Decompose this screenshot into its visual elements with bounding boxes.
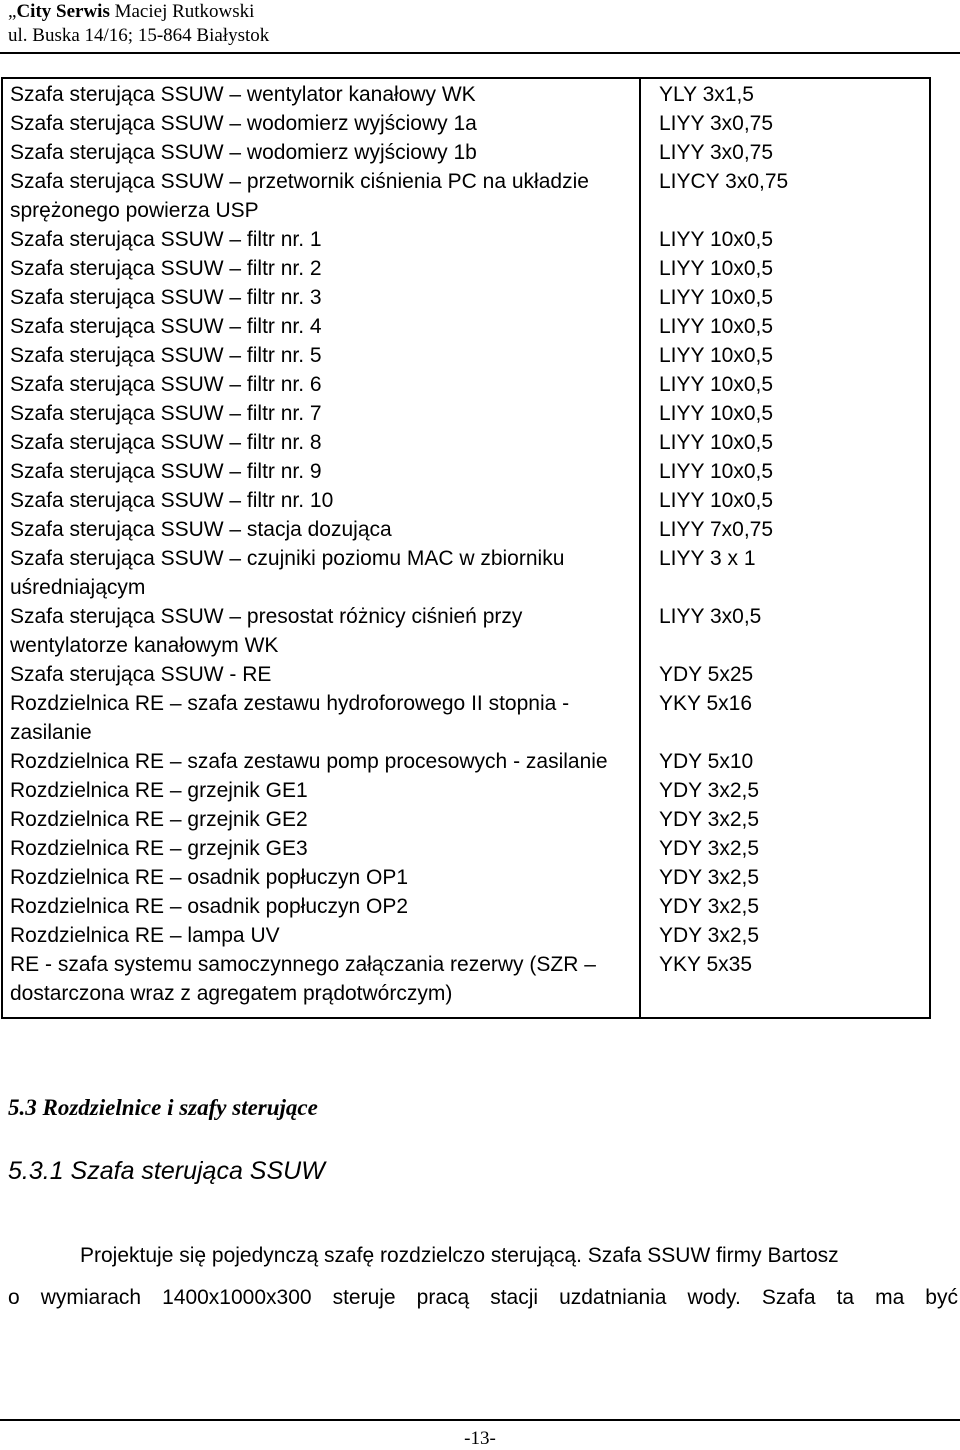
cable-type: LIYY 3x0,5 [659, 605, 762, 628]
cable-type: LIYY 3x0,75 [659, 141, 774, 164]
table-row [2, 747, 930, 776]
connection-description: Szafa sterująca SSUW – filtr nr. 5 [2, 341, 640, 370]
cable-type: YDY 3x2,5 [659, 924, 760, 947]
company-name: City Serwis [16, 1, 110, 22]
page-number: -13- [464, 1428, 496, 1449]
cable-type: YDY 5x25 [659, 663, 754, 686]
company-line [8, 0, 269, 24]
table-row [2, 370, 930, 399]
cable-type: LIYY 10x0,5 [659, 373, 774, 396]
cable-type: YLY 3x1,5 [659, 83, 754, 106]
cable-type: LIYY 7x0,75 [659, 518, 774, 541]
table-row [2, 486, 930, 515]
page-header [8, 0, 269, 48]
table-row [2, 283, 930, 312]
cable-type: YDY 3x2,5 [659, 837, 760, 860]
connection-description: Rozdzielnica RE – grzejnik GE1 [2, 776, 640, 805]
table-row [2, 602, 930, 660]
table-row [2, 78, 930, 109]
body-paragraph [8, 1235, 958, 1319]
subsection-heading: 5.3.1 Szafa sterująca SSUW [8, 1157, 325, 1185]
table-row [2, 138, 930, 167]
connection-description: Rozdzielnica RE – lampa UV [2, 921, 640, 950]
cable-type: LIYY 10x0,5 [659, 431, 774, 454]
connection-description: Szafa sterująca SSUW – wentylator kanałowy WK [2, 78, 640, 109]
connection-description: Szafa sterująca SSUW – filtr nr. 8 [2, 428, 640, 457]
connection-description: Rozdzielnica RE – szafa zestawu hydroforowego II stopnia - zasilanie [2, 689, 640, 747]
connection-description: Szafa sterująca SSUW – filtr nr. 4 [2, 312, 640, 341]
table-row [2, 776, 930, 805]
table-row [2, 457, 930, 486]
cable-type: YDY 5x10 [659, 750, 754, 773]
cable-type: YDY 3x2,5 [659, 895, 760, 918]
connection-description: Szafa sterująca SSUW – filtr nr. 7 [2, 399, 640, 428]
table-row [2, 515, 930, 544]
company-owner: Maciej Rutkowski [109, 1, 255, 22]
cable-type: LIYY 10x0,5 [659, 344, 774, 367]
paragraph-line-2: o wymiarach 1400x1000x300 steruje pracą stacji uzdatniania wody. Szafa ta ma być [8, 1286, 958, 1309]
table-row [2, 225, 930, 254]
table-row [2, 689, 930, 747]
table-row [2, 167, 930, 225]
cable-table [1, 77, 931, 1019]
cable-type: YDY 3x2,5 [659, 866, 760, 889]
connection-description: Rozdzielnica RE – osadnik popłuczyn OP2 [2, 892, 640, 921]
connection-description: Szafa sterująca SSUW – wodomierz wyjściowy 1a [2, 109, 640, 138]
connection-description: Szafa sterująca SSUW – filtr nr. 9 [2, 457, 640, 486]
table-row [2, 428, 930, 457]
table-row [2, 805, 930, 834]
table-row [2, 834, 930, 863]
connection-description: Rozdzielnica RE – szafa zestawu pomp procesowych - zasilanie [2, 747, 640, 776]
connection-description: Rozdzielnica RE – grzejnik GE3 [2, 834, 640, 863]
table-row [2, 312, 930, 341]
table-row [2, 109, 930, 138]
cable-type: LIYY 10x0,5 [659, 489, 774, 512]
table-row [2, 863, 930, 892]
cable-type: LIYY 10x0,5 [659, 402, 774, 425]
cable-type: YDY 3x2,5 [659, 779, 760, 802]
cable-type: LIYY 10x0,5 [659, 257, 774, 280]
cable-type: LIYY 10x0,5 [659, 228, 774, 251]
cable-type: LIYCY 3x0,75 [659, 170, 789, 193]
connection-description: Szafa sterująca SSUW – stacja dozująca [2, 515, 640, 544]
cable-table-body [2, 78, 930, 1018]
table-row [2, 399, 930, 428]
table-row [2, 254, 930, 283]
cable-type: LIYY 10x0,5 [659, 460, 774, 483]
connection-description: Szafa sterująca SSUW – filtr nr. 6 [2, 370, 640, 399]
header-divider [0, 52, 960, 54]
section-heading: 5.3 Rozdzielnice i szafy sterujące [8, 1095, 318, 1120]
cable-type: YKY 5x16 [659, 692, 753, 715]
cable-type: YKY 5x35 [659, 953, 753, 976]
paragraph-line-1: Projektuje się pojedynczą szafę rozdzielczo sterującą. Szafa SSUW firmy Bartosz [80, 1244, 839, 1267]
cable-type: LIYY 3 x 1 [659, 547, 756, 570]
connection-description: Rozdzielnica RE – osadnik popłuczyn OP1 [2, 863, 640, 892]
connection-description: Szafa sterująca SSUW – filtr nr. 2 [2, 254, 640, 283]
cable-type: YDY 3x2,5 [659, 808, 760, 831]
connection-description: Szafa sterująca SSUW – filtr nr. 3 [2, 283, 640, 312]
table-row [2, 950, 930, 1018]
connection-description: Szafa sterująca SSUW – filtr nr. 10 [2, 486, 640, 515]
connection-description: Szafa sterująca SSUW – czujniki poziomu MAC w zbiorniku uśredniającym [2, 544, 640, 602]
company-address: ul. Buska 14/16; 15-864 Białystok [8, 25, 270, 46]
cable-type: LIYY 10x0,5 [659, 315, 774, 338]
company-quote: „ [8, 1, 17, 22]
connection-description: Szafa sterująca SSUW – presostat różnicy ciśnień przy wentylatorze kanałowym WK [2, 602, 640, 660]
table-row [2, 544, 930, 602]
table-row [2, 660, 930, 689]
connection-description: Szafa sterująca SSUW - RE [2, 660, 640, 689]
connection-description: Szafa sterująca SSUW – wodomierz wyjściowy 1b [2, 138, 640, 167]
connection-description: Rozdzielnica RE – grzejnik GE2 [2, 805, 640, 834]
connection-description: Szafa sterująca SSUW – przetwornik ciśnienia PC na układzie sprężonego powierza USP [2, 167, 640, 225]
connection-description: RE - szafa systemu samoczynnego załączania rezerwy (SZR – dostarczona wraz z agregatem prądotwórczym) [2, 950, 640, 1018]
table-row [2, 892, 930, 921]
table-row [2, 921, 930, 950]
cable-type: LIYY 3x0,75 [659, 112, 774, 135]
cable-type: LIYY 10x0,5 [659, 286, 774, 309]
table-row [2, 341, 930, 370]
connection-description: Szafa sterująca SSUW – filtr nr. 1 [2, 225, 640, 254]
footer-divider [0, 1419, 960, 1421]
